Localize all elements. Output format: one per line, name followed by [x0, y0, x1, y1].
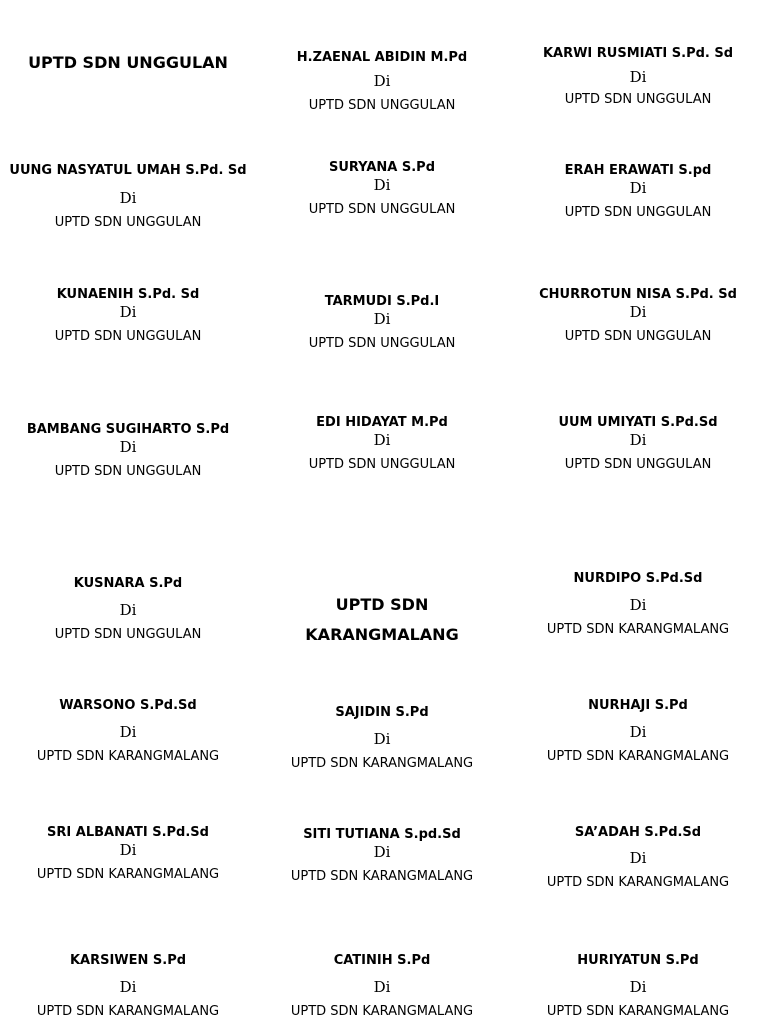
school-name: UPTD SDN UNGGULAN: [54, 627, 202, 642]
di-text: Di: [373, 843, 391, 861]
school-name: UPTD SDN KARANGMALANG: [290, 756, 474, 771]
di-text: Di: [119, 438, 137, 456]
recipient-name: EDI HIDAYAT M.Pd: [316, 415, 448, 430]
recipient-name: BAMBANG SUGIHARTO S.Pd: [26, 422, 230, 437]
school-name: UPTD SDN UNGGULAN: [564, 329, 712, 344]
recipient-name: SRI ALBANATI S.Pd.Sd: [47, 825, 209, 840]
di-text: Di: [373, 176, 391, 194]
school-name: UPTD SDN UNGGULAN: [308, 336, 456, 351]
school-name: UPTD SDN UNGGULAN: [564, 205, 712, 220]
recipient-name: SAJIDIN S.Pd: [335, 705, 429, 720]
school-name: UPTD SDN KARANGMALANG: [546, 749, 730, 764]
di-text: Di: [373, 730, 391, 748]
di-text: Di: [629, 179, 647, 197]
di-text: Di: [119, 189, 137, 207]
address-label: [513, 163, 763, 221]
recipient-name: SITI TUTIANA S.pd.Sd: [303, 827, 461, 842]
di-text: Di: [119, 723, 137, 741]
address-label: [257, 50, 507, 114]
address-label: [3, 576, 253, 643]
address-label: [513, 571, 763, 638]
di-text: Di: [629, 303, 647, 321]
school-name: UPTD SDN UNGGULAN: [54, 215, 202, 230]
di-text: Di: [119, 601, 137, 619]
address-label: [513, 953, 763, 1020]
address-label: [257, 415, 507, 473]
recipient-name: KUNAENIH S.Pd. Sd: [56, 287, 200, 302]
recipient-name: H.ZAENAL ABIDIN M.Pd: [296, 50, 468, 65]
school-name: UPTD SDN UNGGULAN: [564, 457, 712, 472]
school-name: UPTD SDN KARANGMALANG: [546, 875, 730, 890]
school-header-title-line2: KARANGMALANG: [305, 625, 459, 644]
school-header-title: UPTD SDN UNGGULAN: [28, 53, 228, 72]
address-label: [3, 825, 253, 883]
school-header-title-line1: UPTD SDN: [335, 595, 429, 614]
address-label: [513, 287, 763, 345]
recipient-name: UUM UMIYATI S.Pd.Sd: [558, 415, 718, 430]
address-label: [513, 825, 763, 891]
di-text: Di: [119, 841, 137, 859]
address-label: [257, 160, 507, 218]
di-text: Di: [629, 431, 647, 449]
recipient-name: KARSIWEN S.Pd: [69, 953, 187, 968]
di-text: Di: [629, 723, 647, 741]
school-name: UPTD SDN UNGGULAN: [308, 457, 456, 472]
address-label: [257, 294, 507, 352]
recipient-name: CATINIH S.Pd: [333, 953, 431, 968]
recipient-name: ERAH ERAWATI S.pd: [564, 163, 712, 178]
address-label: [257, 953, 507, 1020]
school-name: UPTD SDN UNGGULAN: [54, 329, 202, 344]
recipient-name: SA’ADAH S.Pd.Sd: [574, 825, 702, 840]
school-name: UPTD SDN UNGGULAN: [308, 98, 456, 113]
school-name: UPTD SDN KARANGMALANG: [36, 749, 220, 764]
school-name: UPTD SDN UNGGULAN: [564, 92, 712, 107]
address-label: [513, 415, 763, 473]
di-text: Di: [119, 303, 137, 321]
address-label: [3, 287, 253, 345]
school-name: UPTD SDN KARANGMALANG: [36, 867, 220, 882]
address-label: [3, 953, 253, 1020]
di-text: Di: [119, 978, 137, 996]
recipient-name: TARMUDI S.Pd.I: [324, 294, 440, 309]
di-text: Di: [629, 596, 647, 614]
school-header-karangmalang: [257, 590, 507, 650]
recipient-name: NURHAJI S.Pd: [588, 698, 688, 713]
recipient-name: SURYANA S.Pd: [328, 160, 436, 175]
recipient-name: KUSNARA S.Pd: [73, 576, 183, 591]
recipient-name: KARWI RUSMIATI S.Pd. Sd: [542, 46, 734, 61]
address-label: [513, 698, 763, 765]
recipient-name: CHURROTUN NISA S.Pd. Sd: [539, 287, 737, 302]
address-label: [513, 46, 763, 108]
address-label: [3, 698, 253, 765]
di-text: Di: [629, 68, 647, 86]
school-name: UPTD SDN KARANGMALANG: [36, 1004, 220, 1019]
school-name: UPTD SDN KARANGMALANG: [546, 622, 730, 637]
di-text: Di: [629, 849, 647, 867]
school-name: UPTD SDN KARANGMALANG: [546, 1004, 730, 1019]
school-name: UPTD SDN UNGGULAN: [308, 202, 456, 217]
address-label: [3, 422, 253, 480]
recipient-name: UUNG NASYATUL UMAH S.Pd. Sd: [9, 163, 247, 178]
school-header-unggulan: [3, 48, 253, 78]
address-label: [257, 705, 507, 772]
di-text: Di: [373, 978, 391, 996]
school-name: UPTD SDN UNGGULAN: [54, 464, 202, 479]
recipient-name: WARSONO S.Pd.Sd: [59, 698, 197, 713]
school-name: UPTD SDN KARANGMALANG: [290, 1004, 474, 1019]
address-label: [257, 827, 507, 885]
di-text: Di: [373, 310, 391, 328]
recipient-name: NURDIPO S.Pd.Sd: [573, 571, 703, 586]
di-text: Di: [373, 72, 391, 90]
school-name: UPTD SDN KARANGMALANG: [290, 869, 474, 884]
di-text: Di: [373, 431, 391, 449]
di-text: Di: [629, 978, 647, 996]
recipient-name: HURIYATUN S.Pd: [577, 953, 699, 968]
address-label: [3, 163, 253, 231]
